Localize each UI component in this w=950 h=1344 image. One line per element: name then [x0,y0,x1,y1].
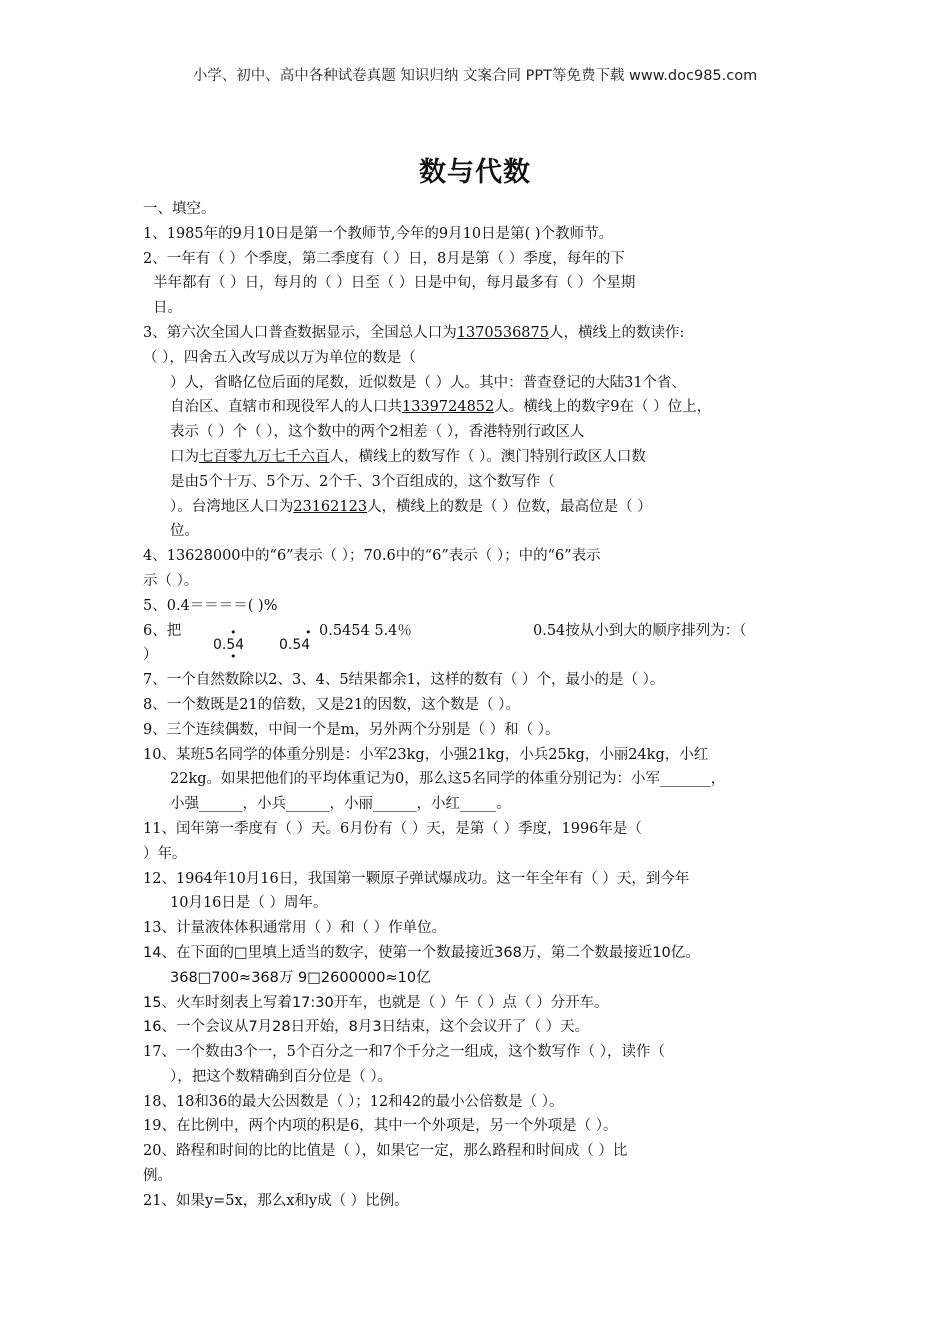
text: 人。横线上的数字9在（ ）位上， [494,399,712,416]
text: 0.54 [279,636,311,653]
worksheet-body [143,197,811,1214]
question-20-cont: 例。 [143,1168,172,1185]
question-3-cont [143,395,811,420]
text: 人，横线上的数写作（ ）。澳门特别行政区人口数 [329,448,646,465]
underlined-number: 1370536875 [456,324,549,341]
section-heading: 一、填空。 [143,201,216,217]
underlined-number: 七百零九万七千六百 [199,448,330,465]
question-12: 12、1964年10月16日，我国第一颗原子弹试爆成功。这一年全年有（ ）天，到今年 [143,870,690,887]
question-3-cont: 是由5个十万、5个万、2个千、3个百组成的，这个数写作（ [170,473,555,490]
question-16: 16、一个会议从7月28日开始，8月3日结束，这个会议开了（ ）天。 [143,1019,590,1036]
question-7: 7、一个自然数除以2、3、4、5结果都余1，这样的数有（ ）个，最小的是（ ）。 [143,672,665,689]
question-11: 11、闰年第一季度有（ ）天。6月份有（ ）天，是第（ ）季度，1996年是（ [143,820,642,837]
text: 6、把 [143,622,182,639]
question-3-cont: （ ），四舍五入改写成以万为单位的数是（ [143,349,416,366]
text: 0.54按从小到大的顺序排列为：（ [533,622,747,639]
question-18: 18、18和36的最大公因数是（ ）；12和42的最小公倍数是（ ）。 [143,1093,564,1110]
question-2-cont: 日。 [153,300,182,317]
page-title: 数与代数 [419,157,531,188]
question-13: 13、计量液体体积通常用（ ）和（ ）作单位。 [143,920,447,937]
repeating-decimal: • • 0.54 [213,625,245,664]
question-21: 21、如果y=5x，那么x和y成（ ）比例。 [143,1192,409,1209]
question-6-cont: ） [143,647,158,664]
text: 0.5454 5.4％ [319,622,412,639]
repeating-decimal: • 0.54 [279,625,312,653]
question-19: 19、在比例中，两个内项的积是6，其中一个外项是，另一个外项是（ ）。 [143,1118,618,1135]
text: 人，横线上的数读作: [549,324,685,341]
question-10-cont: 小强______，小兵______，小丽______，小红_____。 [170,796,511,813]
question-3-cont: ）人，省略亿位后面的尾数，近似数是（ ）人。其中：普查登记的大陆31个省、 [170,374,687,391]
text: 0.54 [213,636,245,653]
text: ）。台湾地区人口为 [170,498,294,515]
question-14: 14、在下面的□里填上适当的数字，使第一个数最接近368万，第二个数最接近10亿。 [143,944,700,961]
question-10: 10、某班5名同学的体重分别是：小军23kg，小强21kg，小兵25kg，小丽24kg，小红 [143,746,709,763]
question-8: 8、一个数既是21的倍数，又是21的因数，这个数是（ ）。 [143,696,520,713]
question-12-cont: 10月16日是（ ）周年。 [170,895,328,912]
text: 人，横线上的数是（ ）位数，最高位是（ ） [367,498,652,515]
question-17: 17、一个数由3个一，5个百分之一和7个千分之一组成，这个数写作（ ），读作（ [143,1044,665,1061]
question-3 [143,321,811,346]
text: 3、第六次全国人口普查数据显示，全国总人口为 [143,324,457,341]
question-5: 5、0.4＝＝＝＝( )% [143,597,278,614]
question-6 [143,619,811,664]
text: 口为 [170,448,199,465]
question-3-cont: 表示（ ）个（ ），这个数中的两个2相差（ ），香港特别行政区人 [170,424,585,441]
question-11-cont: ）年。 [143,845,187,862]
question-9: 9、三个连续偶数，中间一个是m，另外两个分别是（ ）和（ ）。 [143,721,560,738]
question-2-cont: 半年都有（ ）日，每月的（ ）日至（ ）日是中旬，每月最多有（ ）个星期 [153,275,636,292]
question-4: 4、13628000中的“6”表示（ ）；70.6中的“6”表示（ ）；中的“6”表示 [143,548,601,565]
question-17-cont: ），把这个数精确到百分位是（ ）。 [170,1068,393,1085]
page-header: 小学、初中、高中各种试卷真题 知识归纳 文案合同 PPT等免费下载 www.doc985.com [192,68,758,84]
underlined-number: 1339724852 [402,399,495,416]
question-1: 1、1985年的9月10日是第一个教师节,今年的9月10日是第( )个教师节。 [143,225,614,242]
question-15: 15、火车时刻表上写着17:30开车，也就是（ ）午（ ）点（ ）分开车。 [143,994,609,1011]
underlined-number: 23162123 [293,498,368,515]
question-4-cont: 示（ ）。 [143,572,199,589]
question-3-cont [143,495,811,520]
question-20: 20、路程和时间的比的比值是（ ），如果它一定，那么路程和时间成（ ）比 [143,1143,628,1160]
question-3-cont [143,445,811,470]
text: 自治区、直辖市和现役军人的人口共 [170,399,402,416]
question-14-cont: 368□700≈368万 9□2600000≈10亿 [170,969,431,986]
question-2: 2、一年有（ ）个季度，第二季度有（ ）日，8月是第（ ）季度，每年的下 [143,250,625,267]
question-3-cont: 位。 [170,523,199,540]
question-10-cont: 22kg。如果把他们的平均体重记为0，那么这5名同学的体重分别记为：小军_______， [170,771,726,788]
